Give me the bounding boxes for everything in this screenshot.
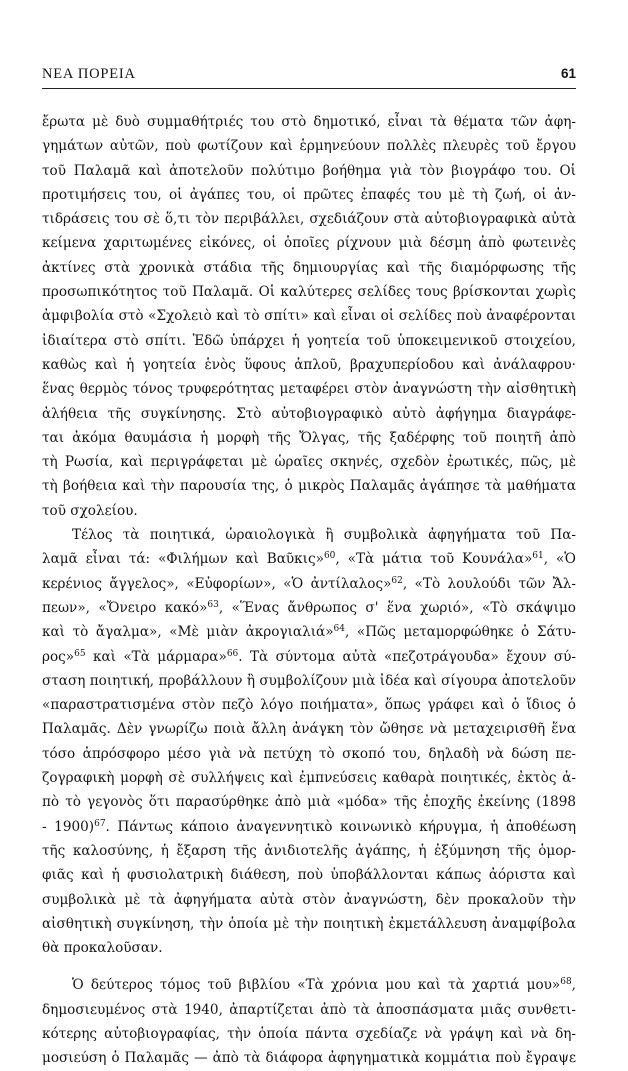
text-line: τοῦ Παλαμᾶ καὶ ἀποτελοῦν πολύτιμο βοήθημα γιὰ τὸν βιογράφο του. Οἱ bbox=[42, 162, 576, 179]
paragraph bbox=[42, 523, 576, 960]
text-line: ἀλήθεια τῆς συγκίνησης. Στὸ αὐτοβιογραφικὸ αὐτὸ ἀφήγημα διαγράφε- bbox=[42, 405, 576, 422]
text-line: δημοσιευμένος στὰ 1940, ἀπαρτίζεται ἀπὸ τὰ ἀποσπάσματα μιᾶς συνθετι- bbox=[42, 1001, 576, 1018]
text-line: αἰσθητικὴ συγκίνηση, τὴν ὁποία μὲ τὴν ποιητικὴ ἐκμετάλλευση ἀναμφίβολα bbox=[42, 915, 576, 932]
text-line: γημάτων αὐτῶν, ποὺ φωτίζουν καὶ ἑρμηνεύουν πολλὲς πλευρὲς τοῦ ἔργου bbox=[42, 138, 576, 155]
text-line: πὸ τὸ γεγονὸς ὅτι παρασύρθηκε ἀπὸ μιὰ «μόδα» τῆς ἐποχῆς ἐκείνης (1898 bbox=[42, 794, 576, 811]
running-head: ΝΕΑ ΠΟΡΕΙΑ bbox=[42, 66, 136, 82]
text-line: ται ἀκόμα θαυμάσια ἡ μορφὴ τῆς Ὄλγας, τῆς ξαδέρφης τοῦ ποιητῆ ἀπὸ bbox=[42, 429, 576, 446]
footnote-ref: 60 bbox=[323, 551, 336, 562]
page-number: 61 bbox=[560, 66, 576, 81]
text-line: ρος»$^{65}$ καὶ «Τὰ μάρμαρα»$^{66}$. Τὰ σύντομα αὐτὰ «πεζοτράγουδα» ἔχουν σύ- bbox=[42, 648, 576, 665]
text-line: κείμενα χαριτωμένες εἰκόνες, οἱ ὁποῖες ρίχνουν μιὰ δέσμη ἀπὸ φωτεινὲς bbox=[42, 235, 576, 252]
footnote-ref: 66 bbox=[226, 648, 239, 659]
text-line: τῆς καλοσύνης, ἡ ἔξαρση τῆς ἀνιδιοτελῆς ἀγάπης, ἡ ἐξύμνηση τῆς ὁμορ- bbox=[42, 842, 576, 859]
text-line: τὴ βοήθεια καὶ τὴν παρουσία της, ὁ μικρὸς Παλαμᾶς ἀγάπησε τὰ μαθήματα bbox=[42, 478, 576, 495]
text-line: τὴ Ρωσία, καὶ περιγράφεται μὲ ὡραῖες σκηνές, σχεδὸν ἐρωτικές, πῶς, μὲ bbox=[42, 454, 576, 471]
text-line: προσωπικότητος τοῦ Παλαμᾶ. Οἱ καλύτερες σελίδες τους βρίσκονται χωρὶς bbox=[42, 284, 576, 301]
text-line: καθὼς καὶ ἡ γοητεία ἑνὸς ὕφους ἁπλοῦ, βραχυπερίοδου καὶ ἀνάλαφρου· bbox=[42, 356, 576, 373]
text-line: προτιμήσεις του, οἱ ἀγάπες του, οἱ πρῶτες ἐπαφές του μὲ τὴ ζωή, οἱ ἀν- bbox=[42, 186, 576, 203]
footnote-ref: 64 bbox=[333, 624, 345, 635]
text-line: Ὁ δεύτερος τόμος τοῦ βιβλίου «Τὰ χρόνια μου καὶ τὰ χαρτιά μου»$^{68}$, bbox=[72, 977, 576, 994]
text-line: «παραστρατισμένα στὸν πεζὸ λόγο ποιήματα», ὅπως γράφει καὶ ὁ ἴδιος ὁ bbox=[42, 697, 576, 714]
text-line: Παλαμᾶς. Δὲν γνωρίζω ποιὰ ἄλλη ἀνάγκη τὸν ὤθησε νὰ μεταχειρισθῆ ἕνα bbox=[42, 721, 576, 738]
footnote-ref: 63 bbox=[207, 599, 219, 610]
footnote-ref: 65 bbox=[74, 648, 86, 659]
body-text bbox=[42, 110, 576, 1071]
footnote-ref: 68 bbox=[560, 977, 572, 988]
text-line: σταση ποιητική, προβάλλουν ἢ συμβολίζουν μιὰ ἰδέα καὶ σίγουρα ἀποτελοῦν bbox=[42, 672, 577, 689]
text-line: φιᾶς καὶ ἡ φυσιολατρικὴ διάθεση, ποὺ ὑποβάλλονται κάπως ἀόριστα καὶ bbox=[42, 867, 576, 884]
paragraph bbox=[42, 973, 576, 1070]
text-line: τιδράσεις του σὲ ὅ,τι τὸν περιβάλλει, σχεδιάζουν στὰ αὐτοβιογραφικὰ αὐτὰ bbox=[42, 211, 576, 228]
text-line: ζογραφικὴ μορφὴ σὲ συλλήψεις καὶ ἐμπνεύσεις καθαρὰ ποιητικές, ἐκτὸς ἀ- bbox=[42, 770, 576, 787]
text-line: κότερης αὐτοβιογραφίας, τὴν ὁποία πάντα σχεδίαζε νὰ γράψη καὶ νὰ δη- bbox=[42, 1025, 576, 1042]
paragraph bbox=[42, 110, 576, 523]
text-line: ἀμφιβολία στὸ «Σχολειὸ καὶ τὸ σπίτι» καὶ εἶναι οἱ σελίδες ποὺ ἀναφέρονται bbox=[42, 308, 576, 325]
text-line: πεων», «Ὄνειρο κακό»$^{63}$, «Ἕνας ἄνθρωπος σ' ἕνα χωριό», «Τὸ σκάψιμο bbox=[42, 599, 576, 616]
text-line: τόσο ἀπρόσφορο μέσο γιὰ νὰ πετύχη τὸ σκοπό του, δηλαδὴ νὰ δώση πε- bbox=[42, 745, 576, 762]
text-line: ἕνας θερμὸς τόνος τρυφερότητας μεταφέρει στὸν ἀναγνώστη τὴν αἰσθητικὴ bbox=[42, 381, 576, 398]
text-line: καὶ τὸ ἄγαλμα», «Μὲ μιὰν ἀκρογιαλιά»$^{64}$, «Πῶς μεταμορφώθηκε ὁ Σάτυ- bbox=[42, 624, 577, 641]
text-line: λαμᾶ εἶναι τά: «Φιλήμων καὶ Βαῦκις»$^{60}$, «Τὰ μάτια τοῦ Κουνάλα»$^{61}$, «Ὁ bbox=[42, 551, 576, 568]
text-line: μοσιεύση ὁ Παλαμᾶς — ἀπὸ τὰ διάφορα ἀφηγηματικὰ κομμάτια ποὺ ἔγραψε bbox=[42, 1050, 576, 1067]
text-line: ἔρωτα μὲ δυὸ συμμαθήτριές του στὸ δημοτικό, εἶναι τὰ θέματα τῶν ἀφη- bbox=[42, 114, 576, 130]
footnote-ref: 62 bbox=[391, 575, 403, 586]
footnote-ref: 61 bbox=[532, 551, 544, 562]
footnote-ref: 67 bbox=[94, 818, 106, 829]
text-line: - 1900)$^{67}$. Πάντως κάποιο ἀναγεννητικὸ κοινωνικὸ κήρυγμα, ἡ ἀποθέωση bbox=[42, 818, 576, 835]
text-line: συμβολικὰ μὲ τὰ ἀφηγήματα αὐτὰ στὸν ἀναγνώστη, δὲν προκαλοῦν τὴν bbox=[42, 891, 576, 908]
page-header bbox=[42, 66, 576, 89]
text-line: ἀκτίνες στὰ χρονικὰ στάδια τῆς δημιουργίας καὶ τῆς διαμόρφωσης τῆς bbox=[42, 259, 576, 276]
text-line: τοῦ σχολείου. bbox=[42, 502, 138, 519]
text-line: κερένιος ἄγγελος», «Εὐφορίων», «Ὁ ἀντίλαλος»$^{62}$, «Τὸ λουλούδι τῶν Ἄλ- bbox=[42, 575, 576, 592]
text-line: θὰ προκαλοῦσαν. bbox=[42, 940, 163, 957]
text-line: Τέλος τὰ ποιητικά, ὡραιολογικὰ ἢ συμβολικὰ ἀφηγήματα τοῦ Πα- bbox=[72, 527, 576, 544]
text-line: ἰδιαίτερα στὸ σπίτι. Ἐδῶ ὑπάρχει ἡ γοητεία τοῦ ὑποκειμενικοῦ στοιχείου, bbox=[42, 332, 576, 349]
